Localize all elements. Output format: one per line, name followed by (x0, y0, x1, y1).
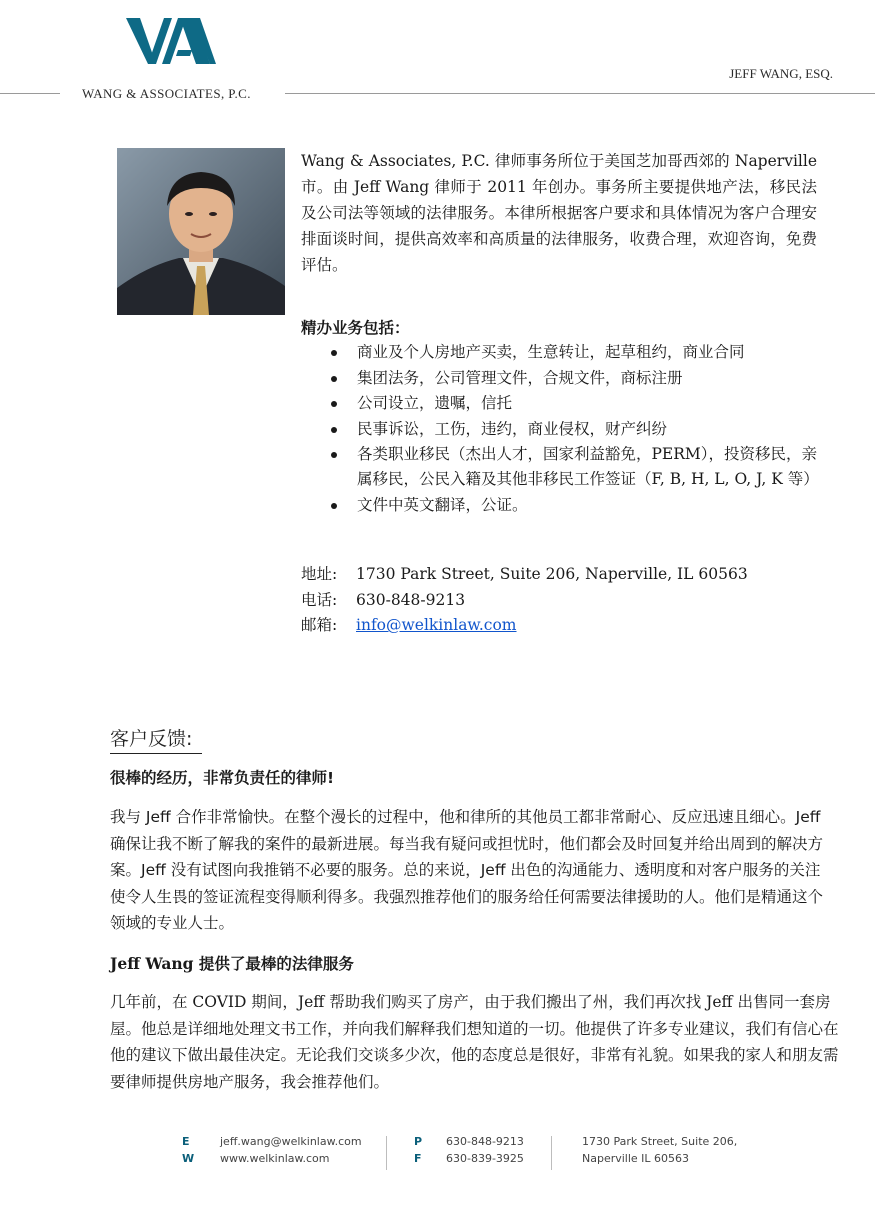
footer-web[interactable]: www.welkinlaw.com (220, 1152, 330, 1165)
bullet-icon (331, 350, 337, 356)
address-label: 地址: (301, 565, 338, 583)
services-title: 精办业务包括： (301, 318, 410, 337)
list-item: 各类职业移民（杰出人才，国家利益豁免，PERM），投资移民，亲属移民，公民入籍及其他非移民工作签证（F, B, H, L, O, J, K 等） (301, 442, 821, 492)
feedback-title: 客户反馈: (110, 724, 202, 754)
footer-fax-key: F (414, 1152, 422, 1165)
list-item: 集团法务，公司管理文件，合规文件，商标注册 (301, 366, 821, 391)
email-label: 邮箱: (301, 616, 338, 634)
footer-email-key: E (182, 1135, 190, 1148)
footer-divider (551, 1136, 552, 1170)
footer-keys-pf (414, 1133, 422, 1167)
review-body: 我与 Jeff 合作非常愉快。在整个漫长的过程中，他和律所的其他员工都非常耐心、反应迅速且细心。Jeff 确保让我不断了解我的案件的最新进展。每当我有疑问或担忧时，他们都会及时回复并给出周到的解决方案。Jeff 没有试图向我推销不必要的服务。总的来说，Jeff 出色的沟通能力、透明度和对客户服务的关注使令人生畏的签证流程变得顺利得多。我强烈推荐他们的服务给任何需要法律援助的人。他们是精通这个领域的专业人士。 (110, 808, 824, 932)
footer-web-key: W (182, 1152, 195, 1165)
footer-fax: 630-839-3925 (446, 1152, 524, 1165)
bullet-icon (331, 401, 337, 407)
contact-block (301, 562, 748, 639)
bullet-icon (331, 503, 337, 509)
footer-email[interactable]: jeff.wang@welkinlaw.com (220, 1135, 362, 1148)
bullet-icon (331, 376, 337, 382)
footer-email-web (220, 1133, 362, 1167)
header-rule-right (285, 93, 875, 94)
footer-address-line1: 1730 Park Street, Suite 206, (582, 1135, 738, 1148)
email-link[interactable]: info@welkinlaw.com (356, 616, 517, 634)
bullet-icon (331, 427, 337, 433)
review-body: 几年前，在 COVID 期间，Jeff 帮助我们购买了房产，由于我们搬出了州，我们再次找 Jeff 出售同一套房屋。他总是详细地处理文书工作，并向我们解释我们想知道的一切。他提供了许多专业建议，我们有信心在他的建议下做出最佳决定。无论我们交谈多少次，他的态度总是很好，非常有礼貌。如果我的家人和朋友需要律师提供房地产服务，我会推荐他们。 (110, 993, 839, 1091)
phone-value: 630-848-9213 (356, 590, 466, 609)
list-item: 公司设立，遗嘱，信托 (301, 391, 821, 416)
footer-keys-ew (182, 1133, 194, 1167)
intro-paragraph: Wang & Associates, P.C. 律师事务所位于美国芝加哥西郊的 Naperville 市。由 Jeff Wang 律师于 2011 年创办。事务所主要提供地产法，移民法及公司法等领域的法律服务。本律所根据客户要求和具体情况为客户合理安排面谈时间，提供高效率和高质量的法律服务，收费合理，欢迎咨询，免费评估。 (301, 152, 817, 274)
footer-phone: 630-848-9213 (446, 1135, 524, 1148)
attorney-name: JEFF WANG, ESQ. (729, 66, 833, 81)
list-item: 民事诉讼，工伤，违约，商业侵权，财产纠纷 (301, 417, 821, 442)
footer-address-line2: Naperville IL 60563 (582, 1152, 690, 1165)
footer-address (582, 1133, 737, 1167)
firm-name: WANG & ASSOCIATES, P.C. (82, 86, 251, 101)
attorney-portrait (117, 148, 285, 315)
list-item: 文件中英文翻译，公证。 (301, 493, 821, 518)
review-heading: 很棒的经历，非常负责任的律师! (110, 769, 335, 787)
phone-label: 电话: (301, 590, 338, 609)
address-row (301, 562, 748, 588)
phone-row (301, 588, 748, 614)
review-heading: Jeff Wang 提供了最棒的法律服务 (110, 954, 354, 973)
email-row (301, 613, 748, 639)
footer-phone-key: P (414, 1135, 423, 1148)
header-rule-left (0, 93, 60, 94)
footer-divider (386, 1136, 387, 1170)
services-list (301, 340, 821, 518)
list-item: 商业及个人房地产买卖，生意转让，起草租约，商业合同 (301, 340, 821, 365)
footer-phone-fax (446, 1133, 524, 1167)
firm-logo (118, 14, 228, 72)
address-value: 1730 Park Street, Suite 206, Naperville, IL 60563 (356, 565, 748, 583)
bullet-icon (331, 452, 337, 458)
